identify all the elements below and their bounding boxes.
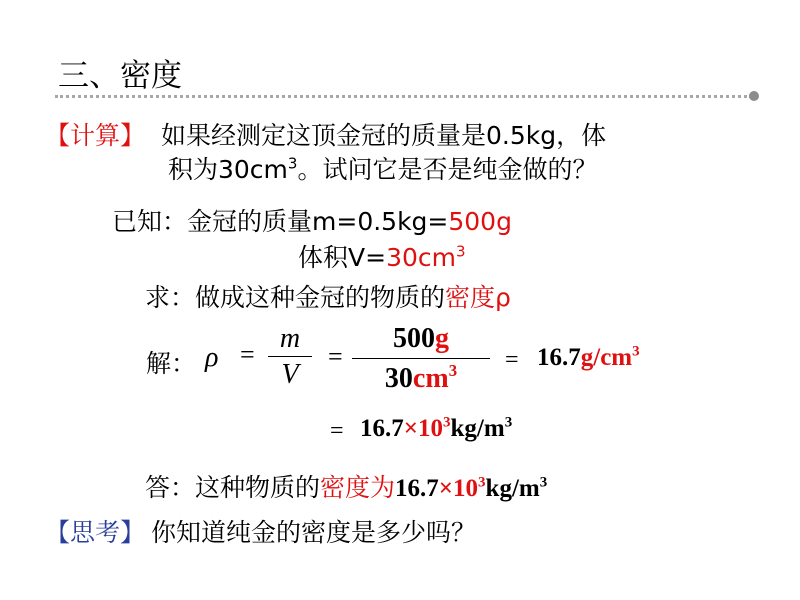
- find-line: 求：做成这种金冠的物质的密度ρ: [145, 283, 511, 312]
- problem-block: [45, 116, 606, 152]
- known-label: 已知：: [112, 207, 188, 236]
- value-numerator: 500g: [393, 323, 449, 354]
- answer-highlight: 密度为: [320, 473, 396, 502]
- page-title: 三、密度: [58, 58, 182, 94]
- value-denominator: $30cm^3$: [384, 361, 458, 394]
- volume-value: $30cm^3$: [386, 242, 466, 272]
- answer-line: 答：这种物质的密度为$16.7\times 10^3kg/m^3$: [145, 473, 548, 502]
- known-line-mass: 已知：金冠的质量m=0.5kg=500g: [112, 207, 512, 236]
- formula-numerator: m: [279, 323, 301, 354]
- answer-label: 答：: [145, 473, 196, 502]
- find-highlight: 密度ρ: [445, 283, 511, 312]
- problem-tag: 【计算】: [45, 121, 146, 150]
- mass-value: 500g: [448, 207, 512, 236]
- formula-fraction: [268, 322, 312, 393]
- equals-sign-3: =: [505, 347, 519, 373]
- equals-sign-2: =: [328, 342, 343, 371]
- result-line1: $16.7g/cm^3$: [537, 343, 640, 371]
- think-tag: 【思考】: [45, 518, 146, 547]
- result-line2: $16.7\times 10^3kg/m^3$: [360, 414, 513, 442]
- problem-line2: 积为$30cm^3$。试问它是否是纯金做的？: [168, 154, 598, 184]
- formula-denominator: V: [281, 359, 299, 390]
- equals-sign-1: =: [240, 340, 255, 369]
- problem-line1: 如果经测定这顶金冠的质量是0.5kg，体: [160, 121, 607, 150]
- separator-dotted-line: [55, 95, 752, 98]
- known-line-volume: 体积$V=30cm^3$: [298, 242, 466, 272]
- separator-end-dot: [749, 91, 759, 101]
- think-line: [45, 513, 476, 549]
- rho-symbol: ρ: [205, 342, 219, 373]
- value-fraction: [352, 320, 490, 399]
- equals-sign-4: =: [330, 418, 344, 444]
- solution-label: 解：: [146, 349, 197, 378]
- find-label: 求：: [145, 283, 196, 312]
- think-text: 你知道纯金的密度是多少吗？: [151, 518, 477, 547]
